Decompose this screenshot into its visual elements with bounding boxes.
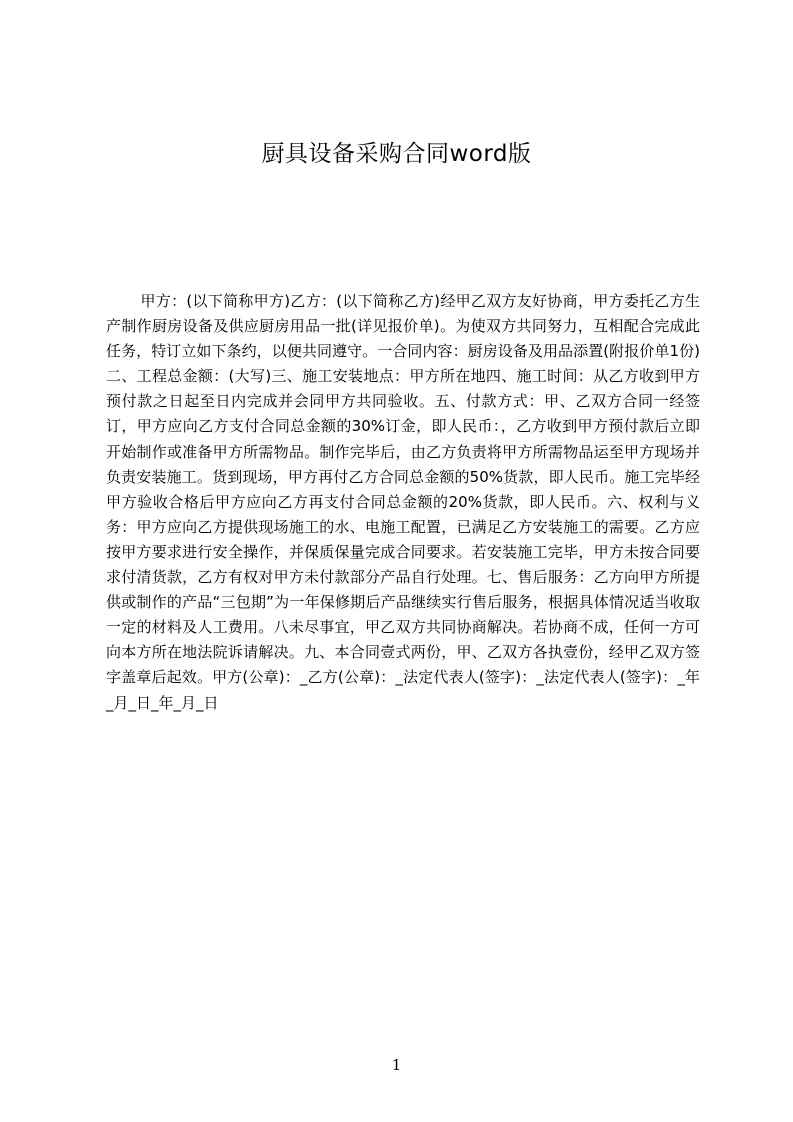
page-number: 1	[391, 1056, 402, 1074]
document-title: 厨具设备采购合同word版	[261, 141, 532, 167]
contract-body-text: 甲方：(以下简称甲方)乙方：(以下简称乙方)经甲乙双方友好协商，甲方委托乙方生产制作厨房设备及供应厨房用品一批(详见报价单)。为使双方共同努力，互相配合完成此任务，特订立如下条约，以便共同遵守。一合同内容：厨房设备及用品添置(附报价单1份)二、工程总金额：(大写)三、施工安装地点：甲方所在地四、施工时间：从乙方收到甲方预付款之日起至日内完成并会同甲方共同验收。五、付款方式：甲、乙双方合同一经签订，甲方应向乙方支付合同总金额的30%订金，即人民币：，乙方收到甲方预付款后立即开始制作或准备甲方所需物品。制作完毕后，由乙方负责将甲方所需物品运至甲方现场并负责安装施工。货到现场，甲方再付乙方合同总金额的50%货款，即人民币。施工完毕经甲方验收合格后甲方应向乙方再支付合同总金额的20%货款，即人民币。六、权利与义务：甲方应向乙方提供现场施工的水、电施工配置，已满足乙方安装施工的需要。乙方应按甲方要求进行安全操作，并保质保量完成合同要求。若安装施工完毕，甲方未按合同要求付清货款，乙方有权对甲方未付款部分产品自行处理。七、售后服务：乙方向甲方所提供或制作的产品“三包期”为一年保修期后产品继续实行售后服务，根据具体情况适当收取一定的材料及人工费用。八未尽事宜，甲乙双方共同协商解决。若协商不成，任何一方可向本方所在地法院诉请解决。九、本合同壹式两份，甲、乙双方各执壹份，经甲乙双方签字盖章后起效。甲方(公章)：_乙方(公章)：_法定代表人(签字)：_法定代表人(签字)：_年_月_日_年_月_日	[106, 292, 700, 712]
